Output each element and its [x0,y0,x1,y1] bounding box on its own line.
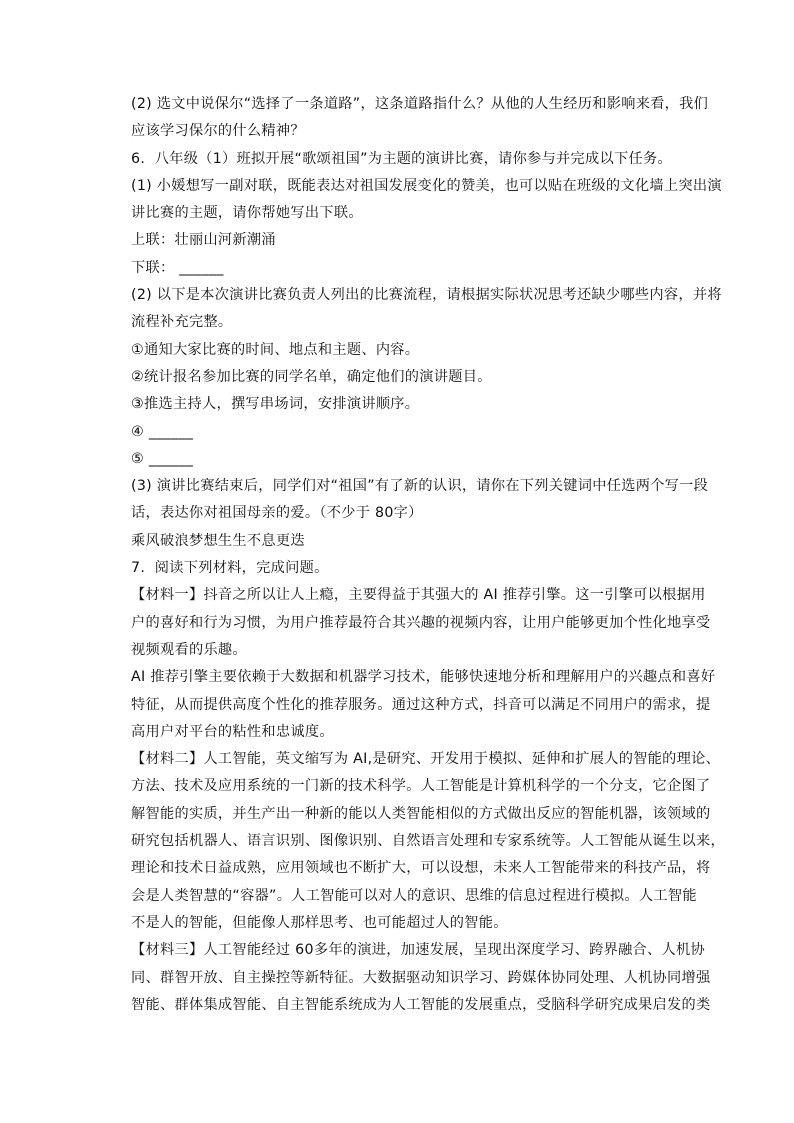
couplet-lower-blank: 下联： ______ [131,259,224,276]
question-2-line-1: (2) 选文中说保尔“选择了一条道路”，这条道路指什么？从他的人生经历和影响来看，我们 [131,96,709,112]
material-2-line-3: 解智能的实质，并生产出一种新的能以人类智能相似的方式做出反应的智能机器，该领域的 [131,805,711,822]
task-3-line-2: 话，表达你对祖国母亲的爱。（不少于 80字） [131,505,423,522]
material-2-line-6: 会是人类智慧的“容器”。人工智能可以对人的意识、思维的信息过程进行模拟。人工智能 [131,887,697,904]
task-1-line-1: (1) 小媛想写一副对联，既能表达对祖国发展变化的赞美，也可以贴在班级的文化墙上突出演 [131,177,722,194]
material-1-line-6: 高用户对平台的粘性和忠诚度。 [131,723,334,740]
keywords-line: 乘风破浪梦想生生不息更迭 [131,532,305,549]
process-step-5-blank: ⑤ ______ [131,450,194,467]
task-3-line-1: (3) 演讲比赛结束后，同学们对“祖国”有了新的认识，请你在下列关键词中任选两个写一段 [131,478,709,495]
material-2-line-4: 研究包括机器人、语言识别、图像识别、自然语言处理和专家系统等。人工智能从诞生以来， [131,833,725,850]
material-2-line-5: 理论和技术日益成熟，应用领域也不断扩大，可以设想，未来人工智能带来的科技产品，将 [131,860,711,877]
material-2-line-1: 【材料二】人工智能，英文缩写为 AI,是研究、开发用于模拟、延伸和扩展人的智能的理论、 [131,751,721,768]
material-2-line-7: 不是人的智能，但能像人那样思考、也可能超过人的智能。 [131,914,508,931]
material-3-line-2: 同、群智开放、自主操控等新特征。大数据驱动知识学习、跨媒体协同处理、人机协同增强 [131,969,711,986]
process-step-3: ③推选主持人，撰写串场词，安排演讲顺序。 [131,396,420,413]
material-1-line-4: AI 推荐引擎主要依赖于大数据和机器学习技术，能够快速地分析和理解用户的兴趣点和喜好 [131,669,716,686]
question-2-line-2: 应该学习保尔的什么精神？ [131,123,305,140]
material-3-line-1: 【材料三】人工智能经过 60多年的演进，加速发展，呈现出深度学习、跨界融合、人机协 [131,942,705,959]
task-2-line-2: 流程补充完整。 [131,314,233,331]
task-1-line-2: 讲比赛的主题，请你帮她写出下联。 [131,205,363,222]
material-1-line-3: 视频观看的乐趣。 [131,641,247,658]
material-2-line-2: 方法、技术及应用系统的一门新的技术科学。人工智能是计算机科学的一个分支，它企图了 [131,778,711,795]
question-7-heading: 7. 阅读下列材料，完成问题。 [131,560,329,577]
task-2-line-1: (2) 以下是本次演讲比赛负责人列出的比赛流程，请根据实际状况思考还缺少哪些内容，并将 [131,287,722,304]
material-1-line-1: 【材料一】抖音之所以让人上瘾，主要得益于其强大的 AI 推荐引擎。这一引擎可以根据用 [131,587,706,604]
material-3-line-3: 智能、群体集成智能、自主智能系统成为人工智能的发展重点，受脑科学研究成果启发的类 [131,996,711,1013]
document-body [131,91,725,1019]
material-1-line-5: 特征，从而提供高度个性化的推荐服务。通过这种方式，抖音可以满足不同用户的需求，提 [131,696,711,713]
question-6-heading: 6. 八年级（1）班拟开展“歌颂祖国”为主题的演讲比赛，请你参与并完成以下任务。 [131,150,672,167]
process-step-4-blank: ④ ______ [131,423,194,440]
couplet-upper: 上联：壮丽山河新潮涌 [131,232,276,249]
process-step-1: ①通知大家比赛的时间、地点和主题、内容。 [131,341,420,358]
material-1-line-2: 户的喜好和行为习惯，为用户推荐最符合其兴趣的视频内容，让用户能够更加个性化地享受 [131,614,711,631]
process-step-2: ②统计报名参加比赛的同学名单，确定他们的演讲题目。 [131,368,492,385]
